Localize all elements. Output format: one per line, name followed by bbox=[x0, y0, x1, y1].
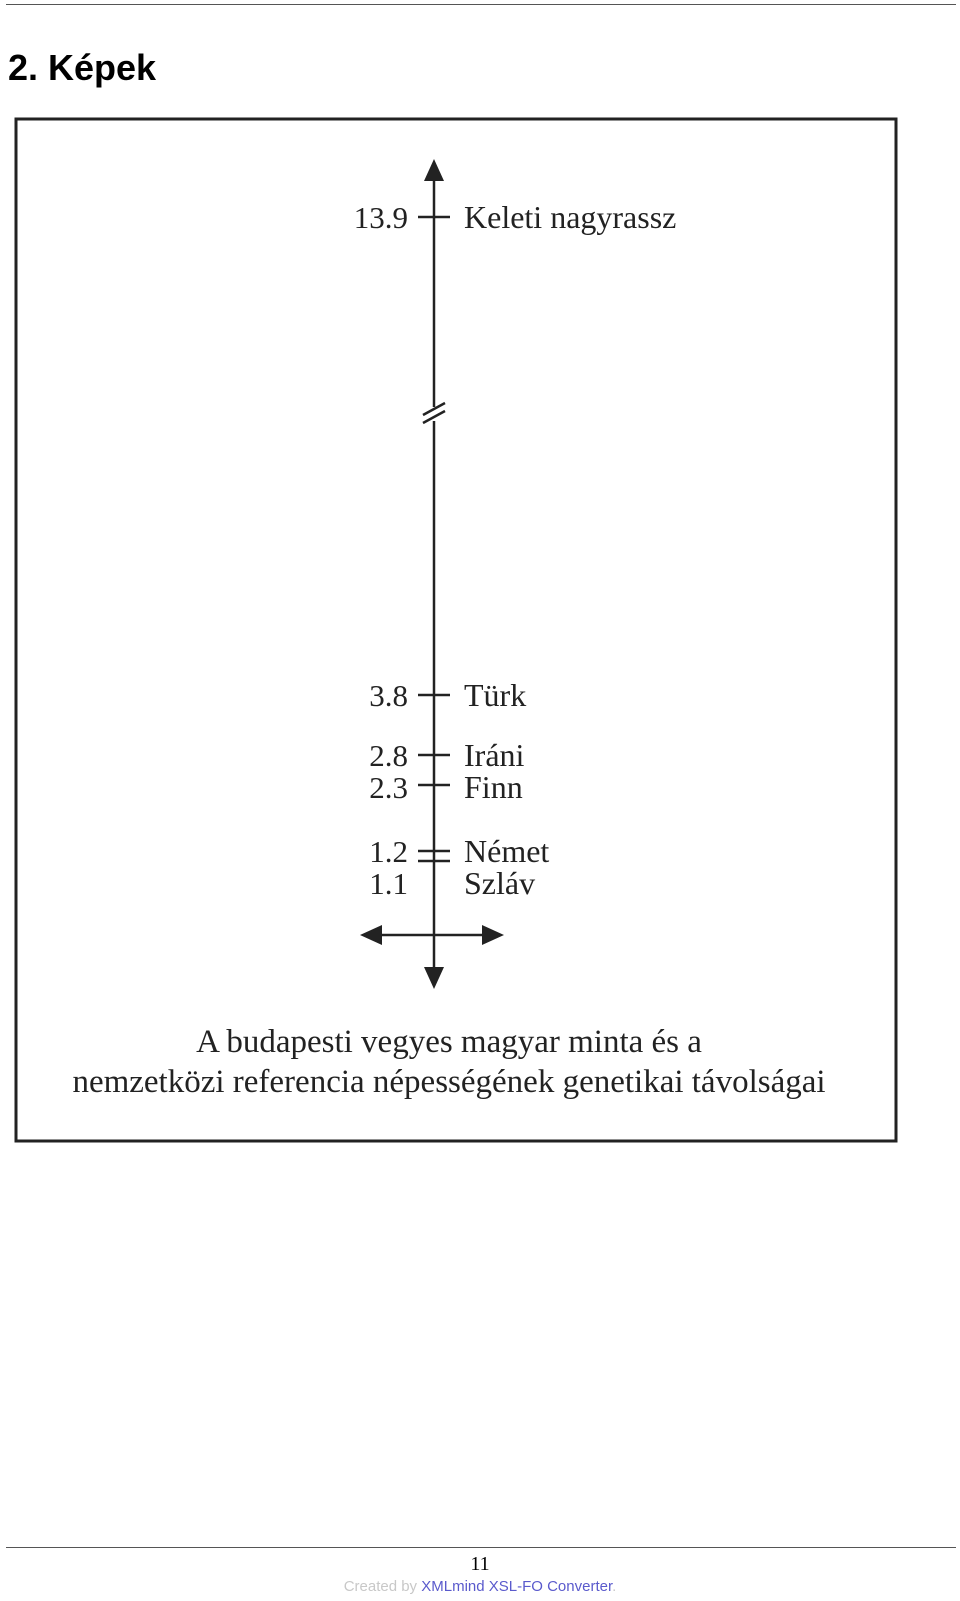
bottom-rule bbox=[6, 1547, 956, 1548]
scale-value-label: 13.9 bbox=[353, 200, 408, 235]
top-rule bbox=[6, 4, 956, 5]
population-label: Keleti nagyrassz bbox=[464, 199, 677, 235]
footer-brand-link[interactable]: XMLmind XSL-FO Converter bbox=[421, 1578, 613, 1595]
scale-value-label: 1.1 bbox=[369, 866, 408, 901]
scale-value-label: 2.3 bbox=[369, 770, 408, 805]
population-label: Iráni bbox=[464, 737, 525, 773]
population-label: Német bbox=[464, 833, 550, 869]
population-label: Finn bbox=[464, 769, 523, 805]
section-heading: 2. Képek bbox=[8, 47, 157, 88]
footer-credit bbox=[0, 1578, 960, 1595]
genetic-distance-figure bbox=[14, 117, 899, 1167]
population-label: Szláv bbox=[464, 865, 536, 901]
figure-frame bbox=[16, 119, 896, 1141]
scale-value-label: 2.8 bbox=[369, 738, 408, 773]
figure-caption-line-2: nemzetközi referencia népességének genetikai távolságai bbox=[72, 1064, 826, 1100]
footer-suffix: . bbox=[612, 1578, 617, 1595]
footer-prefix: Created by bbox=[343, 1578, 418, 1595]
population-label: Türk bbox=[464, 677, 527, 713]
figure-svg bbox=[14, 117, 899, 1167]
scale-value-label: 1.2 bbox=[369, 834, 408, 869]
page-number: 11 bbox=[470, 1553, 490, 1575]
scale-value-label: 3.8 bbox=[369, 678, 408, 713]
figure-caption-line-1: A budapesti vegyes magyar minta és a bbox=[196, 1024, 702, 1060]
